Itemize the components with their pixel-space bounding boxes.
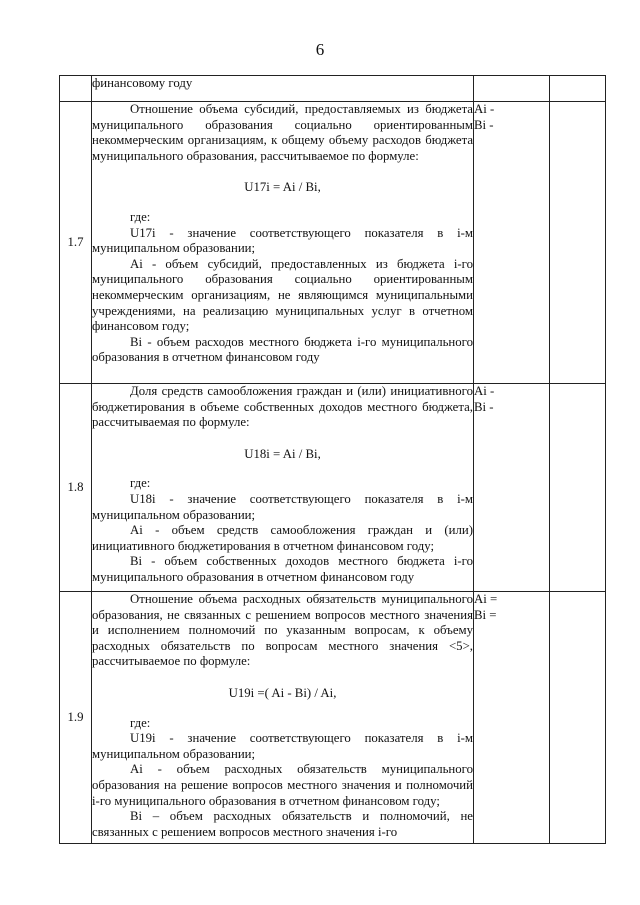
cell-number: [60, 76, 92, 102]
row-number: 1.9: [60, 592, 92, 844]
row-vars: [474, 384, 550, 592]
table-row-1-7: [60, 102, 606, 384]
var-b: Bi -: [474, 117, 494, 132]
definition: U18i - значение соответствующего показателя в i-м муниципальном образовании;: [92, 491, 473, 522]
row-intro: Отношение объема субсидий, предоставляемых из бюджета муниципального образования социально ориентированным некоммерческим организациям, к общему объему расходов бюджета муниципального образования, рассчитываемое по формуле:: [92, 102, 473, 163]
where-label: где:: [130, 476, 151, 491]
definition: Ai - объем расходных обязательств муниципального образования на решение вопросов местного значения и полномочий i-го муниципального образования в отчетном финансовом году;: [92, 762, 473, 808]
row-vars: [474, 102, 550, 384]
var-a: Ai -: [474, 102, 495, 116]
var-b: Bi -: [474, 399, 494, 414]
var-a: Ai =: [474, 592, 498, 606]
definition: Ai - объем субсидий, предоставленных из бюджета i-го муниципального образования социально ориентированным некоммерческим организациям, не являющимся муниципальными учреждениями, на реализацию муниципальных услуг в отчетном финансовом году;: [92, 256, 473, 334]
definition: U17i - значение соответствующего показателя в i-м муниципальном образовании;: [92, 225, 473, 256]
row-vars: [474, 592, 550, 844]
var-a: Ai -: [474, 384, 495, 398]
row-number: 1.7: [60, 102, 92, 384]
cell-text: [92, 76, 474, 102]
cell-empty: [550, 384, 606, 592]
row-description: [92, 384, 474, 592]
definition: Ai - объем средств самообложения граждан и (или) инициативного бюджетирования в отчетном финансовом году;: [92, 523, 473, 553]
row-description: [92, 592, 474, 844]
var-b: Bi =: [474, 607, 497, 622]
definition: U19i - значение соответствующего показателя в i-м муниципальном образовании;: [92, 731, 473, 761]
where-label: где:: [130, 209, 151, 224]
definition: Bi - объем собственных доходов местного бюджета i-го муниципального образования в отчетном финансовом году: [92, 554, 473, 584]
row-intro: Отношение объема расходных обязательств муниципального образования, не связанных с решением вопросов местного значения и исполнением полномочий по указанным вопросам, к объему расходных обязательств по вопросам местного значения <5>, рассчитываемое по формуле:: [92, 592, 473, 669]
row-formula: U19i =( Ai - Bi) / Ai,: [228, 685, 337, 700]
table-row-continuation: [60, 76, 606, 102]
indicator-table: [59, 75, 606, 844]
definition: Bi - объем расходов местного бюджета i-го муниципального образования в отчетном финансовом году: [92, 334, 473, 365]
page-number: 6: [315, 40, 325, 59]
cell-vars: [474, 76, 550, 102]
row-formula: U18i = Ai / Bi,: [244, 446, 321, 461]
row-number: 1.8: [60, 384, 92, 592]
table-row-1-9: [60, 592, 606, 844]
cell-empty: [550, 592, 606, 844]
cell-empty: [550, 76, 606, 102]
table-row-1-8: [60, 384, 606, 592]
where-label: где:: [130, 715, 151, 730]
row-intro: Доля средств самообложения граждан и (или) инициативного бюджетирования в объеме собственных доходов местного бюджета, рассчитываемая по формуле:: [92, 384, 473, 430]
cell-empty: [550, 102, 606, 384]
row-formula: U17i = Ai / Bi,: [244, 180, 321, 195]
row-description: [92, 102, 474, 384]
continuation-text: финансовому году: [92, 76, 193, 90]
definition: Bi – объем расходных обязательств и полномочий, не связанных с решением вопросов местного значения i-го: [92, 809, 473, 839]
